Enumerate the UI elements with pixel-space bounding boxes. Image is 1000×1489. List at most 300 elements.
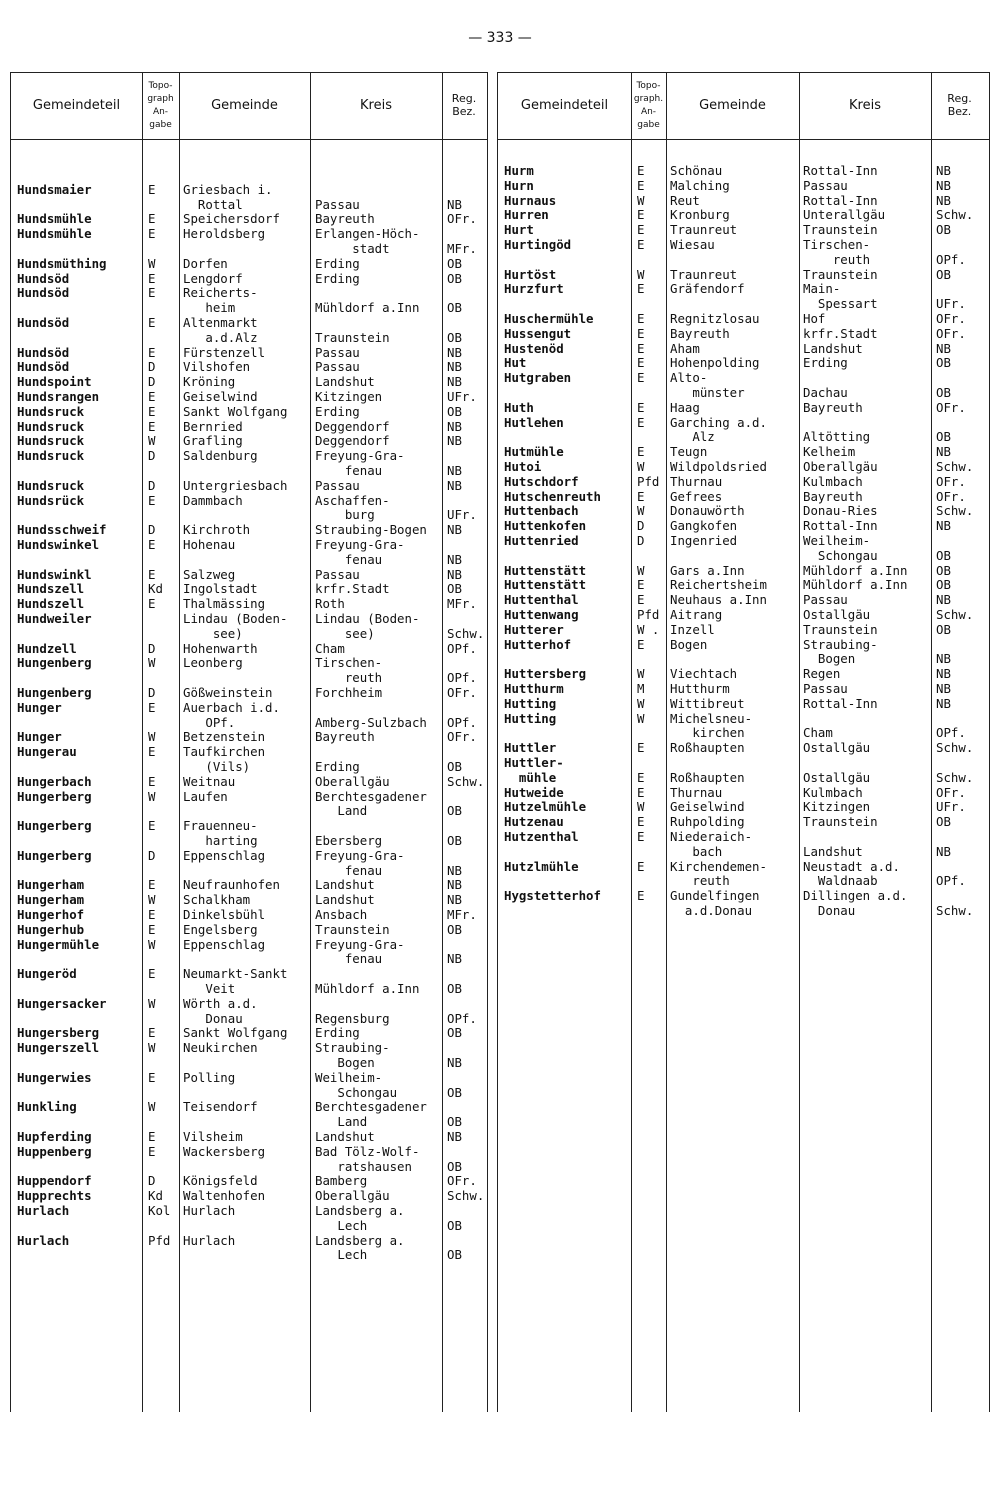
cell-topo: E [148,699,156,715]
cell-reg-bez: MFr. [447,240,477,256]
cell-kreis: Erding [315,758,360,774]
cell-gemeinde: Auerbach i.d. OPf. [183,699,280,730]
cell-reg-bez: NB [936,177,951,193]
cell-kreis: Erding [803,355,848,371]
cell-reg-bez: Schw. [936,769,974,785]
cell-gemeinde: Schönau [670,163,723,178]
cell-gemeinde: Weitnau [183,773,236,789]
cell-kreis: Ebersberg [315,832,383,848]
cell-gemeinde: Vilshofen [183,359,251,375]
cell-topo: W [637,710,645,726]
header-reg-bez: Reg. Bez. [947,92,972,118]
cell-reg-bez: Schw. [936,459,974,474]
cell-gemeinde: Neukirchen [183,1040,258,1056]
cell-reg-bez: OB [936,384,951,400]
cell-topo: E [637,636,645,652]
cell-reg-bez: OB [936,577,951,593]
cell-reg-bez: OPf. [936,725,966,741]
cell-kreis: Landshut [803,340,863,356]
cell-gemeinde: Fürstenzell [183,344,266,360]
cell-gemeinde: Gangkofen [670,518,738,534]
cell-gemeinde: Neufraunhofen [183,877,280,893]
cell-kreis: krfr.Stadt [803,325,878,341]
cell-kreis: Landshut [803,843,863,859]
cell-kreis: Kulmbach [803,473,863,489]
cell-reg-bez: OFr. [447,211,477,227]
cell-kreis: Kitzingen [803,799,871,815]
cell-kreis: Freyung-Gra- fenau [315,847,405,878]
cell-reg-bez: OB [936,222,951,238]
cell-kreis: Freyung-Gra- fenau [315,448,405,478]
cell-gemeindeteil: Hutschenreuth [504,488,601,504]
cell-topo: M [637,681,645,696]
cell-reg-bez: OB [447,921,462,937]
cell-reg-bez: OB [447,403,462,419]
cell-gemeindeteil: Hut [504,355,527,371]
cell-kreis: Straubing- Bogen [803,636,878,667]
cell-gemeindeteil: Hungenberg [17,685,92,700]
cell-kreis: Cham [803,725,833,741]
cell-kreis: Rottal-Inn [803,695,878,711]
cell-kreis: Weilheim- Schongau [803,533,878,563]
cell-gemeindeteil: Hungerhub [17,921,85,937]
cell-gemeindeteil: Hutzenthal [504,829,579,844]
cell-gemeindeteil: Hundsöd [17,285,70,301]
cell-reg-bez: Schw. [447,625,485,641]
cell-topo: D [637,518,645,534]
cell-topo: E [148,344,156,360]
cell-gemeinde: Aitrang [670,607,723,622]
cell-topo: E [148,1025,156,1041]
cell-reg-bez: NB [936,444,951,460]
cell-reg-bez: NB [447,462,462,478]
cell-gemeindeteil: Hundswinkl [17,566,92,582]
cell-topo: E [148,270,156,286]
cell-kreis: Erlangen-Höch- stadt [315,226,420,256]
cell-topo: E [637,370,645,386]
cell-reg-bez: OPf. [447,670,477,686]
cell-topo: D [148,640,156,656]
cell-reg-bez: OFr. [447,1173,477,1189]
cell-reg-bez: OB [447,832,462,848]
cell-gemeinde: Bayreuth [670,325,730,341]
column-divider [442,73,443,1412]
cell-kreis: Traunstein [803,814,878,830]
cell-gemeindeteil: Huttler [504,740,557,756]
cell-gemeindeteil: Hurzfurt [504,281,564,297]
cell-topo: E [637,237,645,252]
cell-topo: E [637,311,645,326]
cell-topo: W [148,1040,156,1056]
cell-topo: E [148,403,156,419]
cell-kreis: Landshut [315,374,375,390]
cell-reg-bez: OFr. [936,311,966,326]
cell-kreis: Donau-Ries [803,503,878,519]
cell-gemeinde: Alto- münster [670,370,745,400]
cell-reg-bez: NB [447,862,462,878]
cell-gemeindeteil: Hutterhof [504,636,572,652]
cell-gemeindeteil: Hundsmühle [17,226,92,242]
cell-gemeindeteil: Hutting [504,695,557,711]
cell-reg-bez: NB [447,1054,462,1070]
column-divider [799,73,800,1412]
cell-topo: E [148,907,156,922]
cell-gemeinde: Donauwörth [670,503,745,519]
cell-topo: W [637,562,645,578]
cell-gemeinde: Taufkirchen (Vils) [183,744,266,774]
cell-kreis: Bayreuth [315,729,375,745]
cell-kreis: Traunstein [803,266,878,282]
cell-gemeindeteil: Hunger [17,729,62,745]
cell-topo: W [148,1099,156,1115]
cell-gemeinde: Vilsheim [183,1129,243,1144]
cell-topo: E [637,784,645,800]
cell-kreis: Rottal-Inn [803,192,878,208]
cell-gemeindeteil: Hundzell [17,640,77,656]
cell-topo: W [148,729,156,745]
cell-topo: E [637,325,645,341]
cell-gemeindeteil: Hungerbach [17,773,92,789]
cell-gemeinde: Niederaich- bach [670,829,753,859]
cell-reg-bez: NB [447,551,462,567]
cell-reg-bez: OB [447,329,462,345]
cell-gemeinde: Geiselwind [670,799,745,815]
cell-reg-bez: OPf. [936,873,966,889]
cell-reg-bez: Schw. [447,1188,485,1204]
cell-kreis: Ostallgäu [803,740,871,756]
cell-kreis: Kitzingen [315,389,383,404]
cell-gemeinde: Untergriesbach [183,477,288,493]
cell-kreis: Deggendorf [315,433,390,449]
cell-reg-bez: NB [447,374,462,390]
cell-gemeinde: Bogen [670,636,708,652]
cell-kreis: Mühldorf a.Inn [315,300,420,316]
cell-gemeindeteil: Huttler- mühle [504,755,564,785]
cell-gemeindeteil: Huttenthal [504,592,579,608]
cell-topo: D [148,359,156,375]
cell-gemeinde: Leonberg [183,655,243,671]
cell-topo: W [637,192,645,208]
cell-reg-bez: OFr. [936,399,966,415]
cell-gemeindeteil: Hurm [504,163,534,178]
cell-gemeindeteil: Hungermühle [17,936,100,952]
cell-gemeindeteil: Hutzlmühle [504,858,579,874]
cell-gemeinde: Gars a.Inn [670,562,745,578]
cell-topo: D [148,477,156,493]
cell-gemeindeteil: Hustenöd [504,340,564,356]
cell-gemeindeteil: Hungersberg [17,1025,100,1041]
cell-topo: E [637,177,645,193]
cell-kreis: Kelheim [803,444,856,460]
column-divider [142,73,143,1412]
cell-topo: E [148,537,156,552]
header-gemeindeteil: Gemeindeteil [32,97,121,113]
cell-reg-bez: OB [447,300,462,316]
cell-gemeindeteil: Hundsrück [17,492,85,508]
cell-gemeinde: Viechtach [670,666,738,682]
cell-gemeindeteil: Hungeröd [17,966,77,982]
cell-reg-bez: OB [936,814,951,830]
cell-topo: E [637,858,645,874]
cell-reg-bez: OB [936,547,951,563]
cell-reg-bez: Schw. [936,902,974,918]
cell-gemeindeteil: Hutschdorf [504,473,579,489]
cell-gemeindeteil: Hungerberg [17,818,92,834]
cell-kreis: Roth [315,596,345,612]
header-kreis: Kreis [360,97,392,113]
cell-gemeinde: Garching a.d. Alz [670,414,767,445]
cell-topo: E [148,285,156,301]
cell-reg-bez: NB [936,192,951,208]
cell-gemeinde: Lengdorf [183,270,243,286]
cell-kreis: Forchheim [315,685,383,700]
cell-gemeindeteil: Hurtingöd [504,237,572,252]
cell-gemeindeteil: Hungerham [17,892,85,908]
cell-kreis: Ansbach [315,907,368,922]
cell-gemeinde: Polling [183,1069,236,1085]
cell-gemeindeteil: Hundsrangen [17,389,100,404]
cell-reg-bez: OB [447,980,462,996]
cell-kreis: Mühldorf a.Inn [803,562,908,578]
cell-gemeinde: Michelsneu- kirchen [670,710,753,741]
cell-kreis: Passau [315,477,360,493]
cell-reg-bez: OPf. [447,1010,477,1026]
cell-gemeinde: Ingenried [670,533,738,548]
cell-gemeindeteil: Hutthurm [504,681,564,696]
cell-gemeindeteil: Hundsmaier [17,181,92,197]
cell-gemeinde: Aham [670,340,700,356]
table-header [498,73,989,140]
cell-gemeindeteil: Hungerwies [17,1069,92,1085]
cell-kreis: Dillingen a.d. Donau [803,888,908,918]
cell-kreis: Unterallgäu [803,207,886,223]
cell-gemeindeteil: Hundsmühle [17,211,92,227]
cell-reg-bez: NB [936,163,951,178]
cell-topo: E [637,888,645,904]
cell-topo: E [637,769,645,785]
cell-topo: W . [637,621,660,637]
cell-kreis: Traunstein [315,329,390,345]
cell-gemeindeteil: Hurren [504,207,549,223]
cell-gemeinde: Wörth a.d. Donau [183,995,258,1026]
cell-gemeindeteil: Huppenberg [17,1143,92,1159]
cell-kreis: Erding [315,270,360,286]
cell-reg-bez: OPf. [447,640,477,656]
cell-reg-bez: NB [447,951,462,967]
cell-reg-bez: OB [936,621,951,637]
cell-gemeinde: Thalmässing [183,596,266,612]
cell-topo: W [148,655,156,671]
cell-gemeindeteil: Hurnaus [504,192,557,208]
cell-gemeindeteil: Hungerszell [17,1040,100,1056]
cell-topo: E [637,163,645,178]
cell-kreis: Bad Tölz-Wolf- ratshausen [315,1143,420,1174]
cell-gemeinde: Sankt Wolfgang [183,403,288,419]
cell-reg-bez: NB [447,877,462,893]
cell-reg-bez: OB [447,270,462,286]
cell-topo: W [148,892,156,908]
cell-topo: D [637,533,645,548]
cell-kreis: Ostallgäu [803,607,871,622]
cell-gemeindeteil: Hundsöd [17,315,70,330]
cell-reg-bez: NB [936,681,951,696]
cell-reg-bez: OFr. [447,729,477,745]
header-reg-bez: Reg. Bez. [451,92,477,118]
cell-kreis: Regensburg [315,1010,390,1026]
cell-topo: Pfd [148,1232,171,1248]
cell-reg-bez: OB [447,581,462,597]
cell-kreis: Erding [315,1025,360,1041]
cell-topo: E [637,281,645,297]
cell-gemeinde: Malching [670,177,730,193]
cell-reg-bez: NB [936,651,951,667]
header-gemeinde: Gemeinde [211,97,278,113]
cell-gemeindeteil: Hundszell [17,596,85,612]
cell-gemeindeteil: Hutmühle [504,444,564,460]
cell-gemeinde: Waltenhofen [183,1188,266,1204]
cell-reg-bez: OB [447,1114,462,1130]
cell-reg-bez: OB [936,266,951,282]
cell-reg-bez: OB [936,355,951,371]
cell-kreis: Straubing- Bogen [315,1040,390,1070]
cell-gemeindeteil: Hutoi [504,459,542,474]
cell-kreis: Freyung-Gra- fenau [315,936,405,967]
cell-topo: E [637,592,645,608]
cell-kreis: Bamberg [315,1173,368,1189]
cell-gemeinde: Reut [670,192,700,208]
cell-gemeinde: Reicherts- heim [183,285,258,316]
cell-gemeinde: Inzell [670,621,715,637]
cell-reg-bez: UFr. [936,296,966,312]
cell-gemeinde: Altenmarkt a.d.Alz [183,315,258,345]
cell-gemeinde: Dinkelsbühl [183,907,266,922]
cell-reg-bez: NB [447,418,462,434]
cell-topo: W [148,788,156,804]
cell-topo: E [637,340,645,356]
cell-reg-bez: OB [447,1217,462,1233]
cell-reg-bez: NB [447,359,462,375]
cell-gemeinde: Ruhpolding [670,814,745,830]
cell-kreis: Oberallgäu [803,459,878,474]
column-divider [631,73,632,1412]
cell-gemeindeteil: Hutlehen [504,414,564,430]
cell-topo: E [148,1143,156,1159]
cell-kreis: Ostallgäu [803,769,871,785]
cell-topo: W [637,503,645,519]
cell-gemeindeteil: Hundsmüthing [17,255,107,271]
cell-gemeindeteil: Hutterer [504,621,564,637]
cell-topo: E [637,577,645,593]
cell-topo: E [637,488,645,504]
cell-kreis: Passau [315,566,360,582]
cell-topo: W [637,266,645,282]
cell-gemeinde: Eppenschlag [183,847,266,863]
cell-gemeinde: Reichertsheim [670,577,767,593]
cell-topo: D [148,1173,156,1189]
cell-gemeindeteil: Hungerberg [17,847,92,863]
cell-gemeinde: Speichersdorf [183,211,280,227]
cell-topo: E [637,444,645,460]
cell-kreis: krfr.Stadt [315,581,390,597]
cell-kreis: Lindau (Boden- see) [315,611,420,641]
cell-gemeindeteil: Hundsruck [17,403,85,419]
cell-gemeinde: Thurnau [670,784,723,800]
cell-kreis: Bayreuth [803,399,863,415]
cell-kreis: Passau [315,196,360,212]
cell-gemeinde: Betzenstein [183,729,266,745]
cell-reg-bez: OFr. [936,488,966,504]
cell-gemeinde: Sankt Wolfgang [183,1025,288,1041]
cell-topo: E [148,744,156,760]
cell-reg-bez: OB [447,758,462,774]
cell-gemeinde: Hohenau [183,537,236,552]
cell-gemeinde: Thurnau [670,473,723,489]
cell-reg-bez: NB [936,592,951,608]
cell-kreis: Cham [315,640,345,656]
cell-reg-bez: OB [447,1084,462,1100]
cell-kreis: Erding [315,403,360,419]
cell-kreis: Traunstein [803,621,878,637]
cell-reg-bez: OB [936,429,951,445]
cell-gemeindeteil: Hutting [504,710,557,726]
cell-gemeindeteil: Hundsöd [17,344,70,360]
cell-gemeindeteil: Huttenwang [504,607,579,622]
cell-gemeinde: Laufen [183,788,228,804]
header-topo: Topo- graph. An- gabe [633,80,664,131]
cell-kreis: Tirschen- reuth [803,237,871,267]
cell-kreis: Traunstein [803,222,878,238]
cell-reg-bez: NB [447,892,462,908]
cell-topo: E [148,181,156,197]
cell-gemeindeteil: Hurlach [17,1232,70,1248]
cell-reg-bez: OB [447,1025,462,1041]
cell-topo: Kd [148,1188,163,1204]
cell-gemeindeteil: Hungerham [17,877,85,893]
cell-kreis: Neustadt a.d. Waldnaab [803,858,900,889]
page-number: — 333 — [468,30,532,46]
cell-topo: E [148,1129,156,1144]
cell-reg-bez: Schw. [936,740,974,756]
cell-reg-bez: OPf. [936,251,966,267]
cell-topo: D [148,522,156,538]
cell-gemeindeteil: Hundsöd [17,270,70,286]
header-kreis: Kreis [849,97,881,113]
cell-gemeinde: Kronburg [670,207,730,223]
cell-gemeinde: Regnitzlosau [670,311,760,326]
cell-gemeindeteil: Hundsruck [17,477,85,493]
cell-reg-bez: Schw. [936,607,974,622]
cell-reg-bez: OPf. [447,714,477,730]
cell-topo: E [148,315,156,330]
cell-reg-bez: UFr. [447,507,477,523]
cell-kreis: Oberallgäu [315,773,390,789]
cell-reg-bez: OFr. [936,473,966,489]
cell-gemeinde: Roßhaupten [670,740,745,756]
cell-kreis: Erding [315,255,360,271]
cell-gemeinde: Königsfeld [183,1173,258,1189]
cell-gemeindeteil: Huttenried [504,533,579,548]
cell-kreis: Deggendorf [315,418,390,434]
cell-gemeindeteil: Hundweiler [17,611,92,626]
cell-gemeindeteil: Hupferding [17,1129,92,1144]
cell-gemeindeteil: Huttenstätt [504,562,587,578]
cell-kreis: Main- Spessart [803,281,878,312]
cell-gemeindeteil: Hungerhof [17,907,85,922]
cell-gemeindeteil: Hundsruck [17,418,85,434]
cell-topo: D [148,374,156,390]
cell-topo: E [637,829,645,844]
cell-kreis: Landshut [315,877,375,893]
